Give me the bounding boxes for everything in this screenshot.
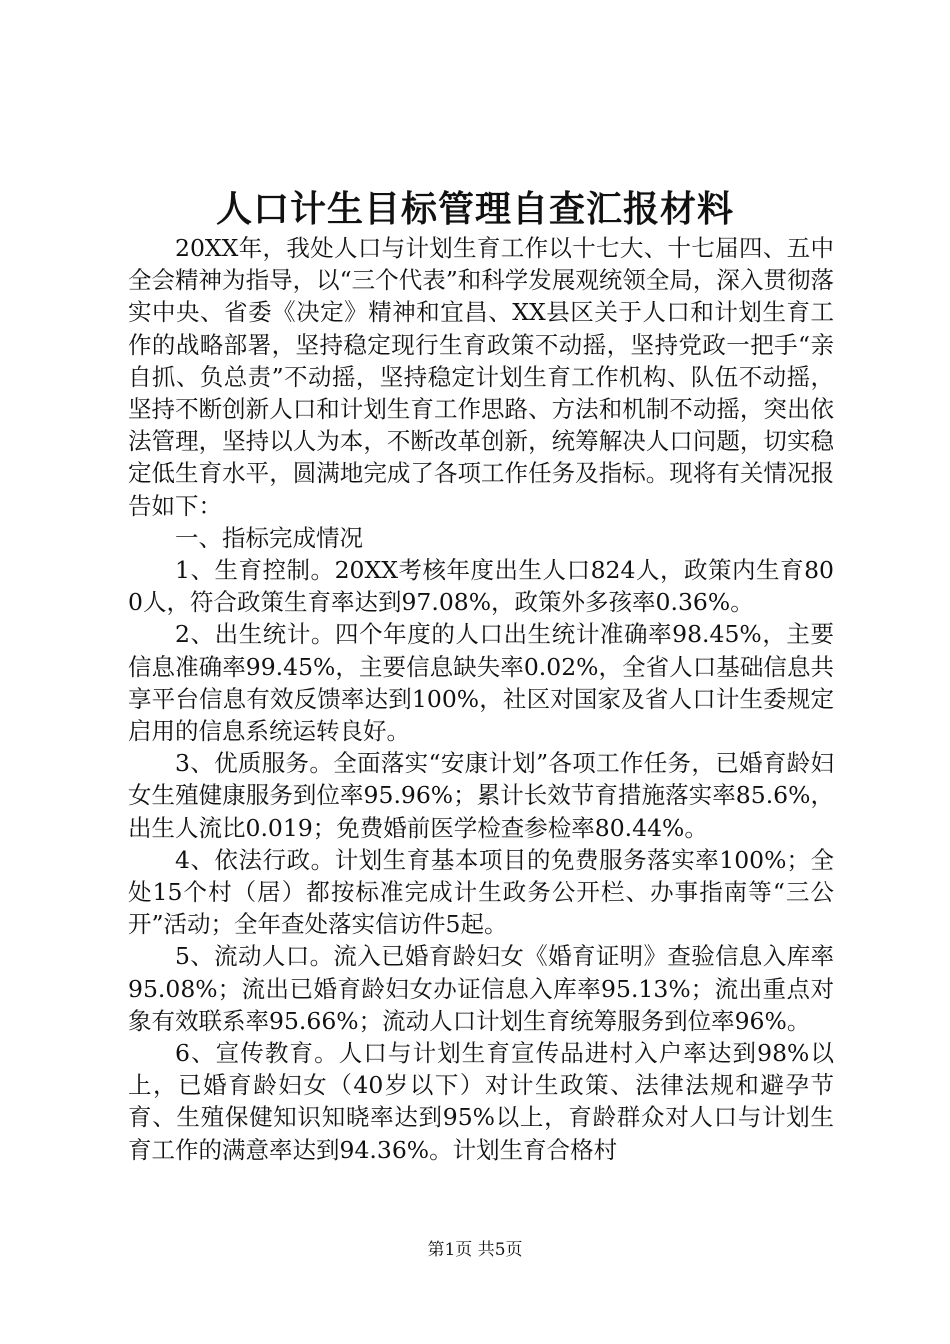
paragraph-quality-service: 3、优质服务。全面落实“安康计划”各项工作任务，已婚育龄妇女生殖健康服务到位率95.96%；累计长效节育措施落实率85.6%，出生人流比0.019；免费婚前医学检查参检率80.44%。 xyxy=(128,749,834,842)
page-footer: 第1页 共5页 xyxy=(427,1240,523,1260)
intro-paragraph: 20XX年，我处人口与计划生育工作以十七大、十七届四、五中全会精神为指导，以“三个代表”和科学发展观统领全局，深入贯彻落实中央、省委《决定》精神和宜昌、XX县区关于人口和计划生育工作的战略部署，坚持稳定现行生育政策不动摇，坚持党政一把手“亲自抓、负总责”不动摇，坚持稳定计划生育工作机构、队伍不动摇，坚持不断创新人口和计划生育工作思路、方法和机制不动摇，突出依法管理，坚持以人为本，不断改革创新，统筹解决人口问题，切实稳定低生育水平，圆满地完成了各项工作任务及指标。现将有关情况报告如下： xyxy=(128,234,834,520)
paragraph-floating-population: 5、流动人口。流入已婚育龄妇女《婚育证明》查验信息入库率95.08%；流出已婚育龄妇女办证信息入库率95.13%；流出重点对象有效联系率95.66%；流动人口计划生育统筹服务到位率96%。 xyxy=(128,942,834,1035)
paragraph-publicity-education: 6、宣传教育。人口与计划生育宣传品进村入户率达到98%以上，已婚育龄妇女（40岁以下）对计生政策、法律法规和避孕节育、生殖保健知识知晓率达到95%以上，育龄群众对人口与计划生育工作的满意率达到94.36%。计划生育合格村 xyxy=(128,1039,834,1164)
document-title: 人口计生目标管理自查汇报材料 xyxy=(215,188,734,230)
paragraph-law-administration: 4、依法行政。计划生育基本项目的免费服务落实率100%；全处15个村（居）都按标准完成计生政务公开栏、办事指南等“三公开”活动；全年查处落实信访件5起。 xyxy=(128,845,834,939)
document-body xyxy=(128,232,834,1166)
paragraph-birth-control: 1、生育控制。20XX考核年度出生人口824人，政策内生育800人，符合政策生育率达到97.08%，政策外多孩率0.36%。 xyxy=(128,556,834,617)
section-heading: 一、指标完成情况 xyxy=(175,523,363,552)
paragraph-birth-statistics: 2、出生统计。四个年度的人口出生统计准确率98.45%，主要信息准确率99.45%，主要信息缺失率0.02%，全省人口基础信息共享平台信息有效反馈率达到100%，社区对国家及省人口计生委规定启用的信息系统运转良好。 xyxy=(128,620,834,746)
